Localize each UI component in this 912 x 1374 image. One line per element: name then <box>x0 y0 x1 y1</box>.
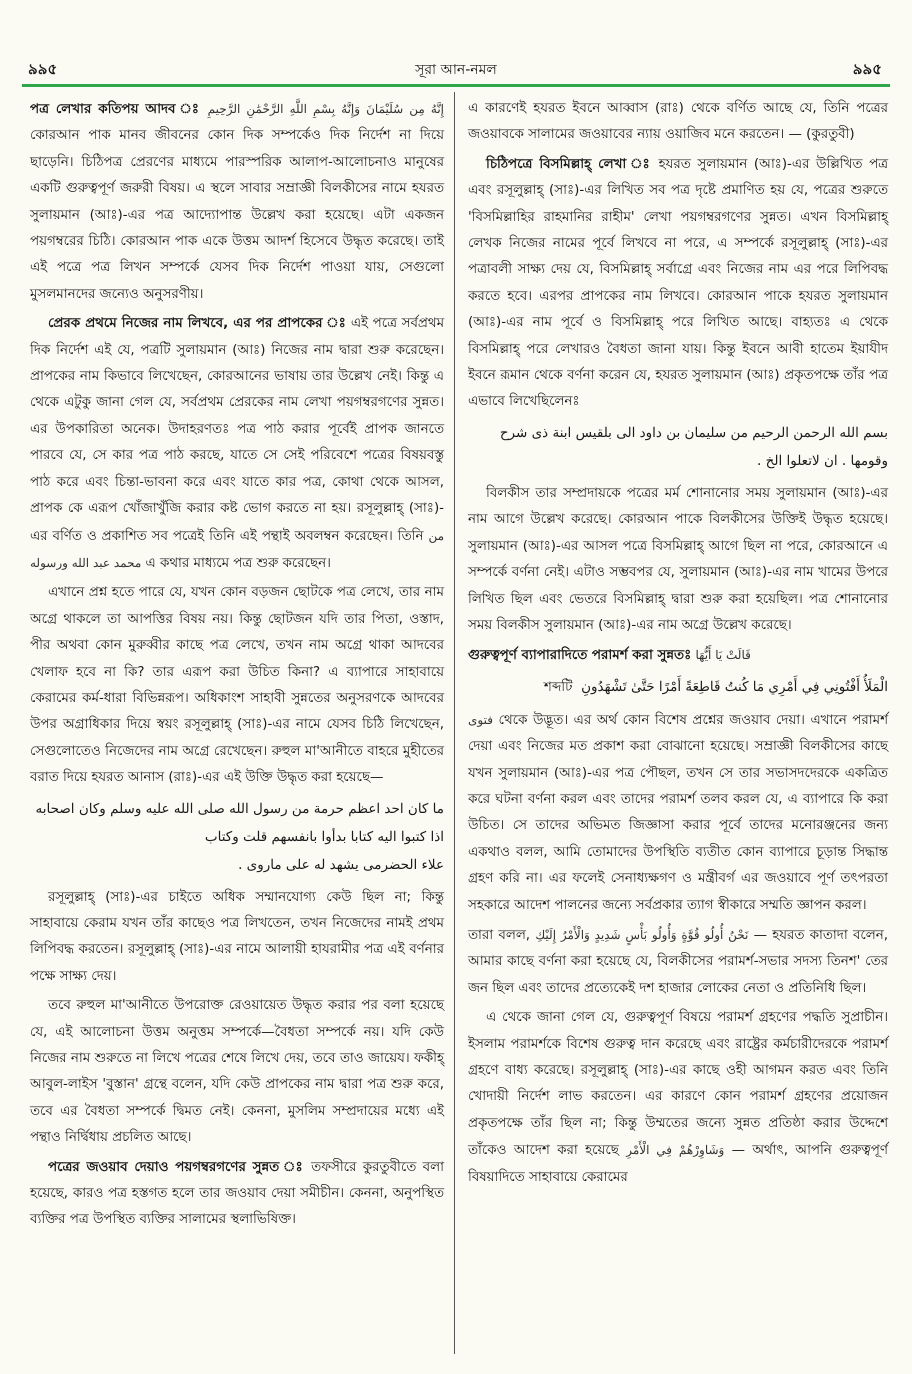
paragraph-shura <box>468 1005 888 1191</box>
word-label: শব্দটি <box>543 678 573 695</box>
paragraph-ruhul-maani: তবে রুহুল মা'আনীতে উপরোক্ত রেওয়ায়েত উদ্ধৃত করার পর বলা হয়েছে যে, এই আলোচনা উত্তম অনুত্তম সম্পর্কে—বৈধতা সম্পর্কে নয়। যদি কেউ নিজের নাম শুরুতে না লিখে পত্রের শেষে লিখে দেয়, তবে তাও জায়েয। ফকীহ্ আবুল-লাইস 'বুস্তান' গ্রন্থে বলেন, যদি কেউ প্রাপকের নাম দ্বারা পত্র শুরু করে, তবে এর বৈধতা সম্পর্কে দ্বিমত নেই। কেননা, মুসলিম সম্প্রদায়ের মধ্যে এই পন্থাও নির্দ্বিধায় প্রচলিত আছে। <box>30 998 444 1146</box>
surah-title: সূরা আন-নমল <box>415 62 497 78</box>
arabic-phrase-muhammad: من محمد عبد الله ورسوله <box>30 528 444 570</box>
arabic-letter-text: بسم الله الرحمن الرحيم من سليمان بن داود الى بلقيس ابنة ذى شرح وقومها . ان لاتعلوا الخ . <box>499 424 888 469</box>
heading-sender-name: প্রেরক প্রথমে নিজের নাম লিখবে, এর পর প্রাপকের ঃ <box>48 316 347 332</box>
paragraph-fatwa <box>468 707 888 919</box>
quran-quote-shawirhum: وَشَاوِرْهُمْ فِي الْأَمْرِ <box>626 1143 725 1158</box>
heading-consultation: গুরুত্বপূর্ণ ব্যাপারাদিতে পরামর্শ করা সুন্নতঃ <box>468 648 692 664</box>
arabic-quote-anas <box>30 795 444 879</box>
paragraph-they-said <box>468 922 888 1002</box>
paragraph-text: এ থেকে জানা গেল যে, গুরুত্বপূর্ণ বিষয়ে পরামর্শ গ্রহণের পদ্ধতি সুপ্রাচীন। ইসলাম পরামর্শকে বিশেষ গুরুত্ব দান করেছে এবং রাষ্ট্রের কর্মচারীদেরকে পরামর্শ গ্রহণে বাধ্য করেছে। রসূলুল্লাহ্ (সাঃ)-এর কাছে ওহী আগমন করত এবং তিনি খোদায়ী নির্দেশ লাভ করতেন। এর কারণে কোন পরামর্শ গ্রহণের প্রয়োজন প্রকৃতপক্ষে তাঁর ছিল না; কিন্তু উম্মতের জন্যে সুন্নত প্রতিষ্ঠা করার উদ্দেশে তাঁকেও আদেশ করা হয়েছে <box>468 1010 888 1159</box>
paragraph-question: এখানে প্রশ্ন হতে পারে যে, যখন কোন বড়জন ছোটকে পত্র লেখে, তার নাম অগ্রে থাকলে তা আপত্তির বিষয় নয়। কিন্তু ছোটজন যদি তার পিতা, ওস্তাদ, পীর অথবা কোন মুরুব্বীর কাছে পত্র লেখে, তখন নাম অগ্রে থাকা আদবের খেলাফ হবে না কি? তার এরূপ করা উচিত কিনা? এ ব্যাপারে সাহাবায়ে কেরামের কর্ম-ধারা বিভিন্নরূপ। অধিকাংশ সাহাবী সুন্নতের অনুসরণকে আদবের উপর অগ্রাধিকার দিয়ে স্বয়ং রসূলুল্লাহ্ (সাঃ)-এর নামে যেসব চিঠি লিখেছেন, সেগুলোতেও নিজেদের নাম অগ্রে রেখেছেন। রুহুল মা'আনীতে বাহরে মুহীতের বরাত দিয়ে হযরত আনাস (রাঃ)-এর এই উক্তি উদ্ধৃত করা হয়েছে— <box>30 585 444 786</box>
page-number-left: ৯৯৫ <box>28 60 58 78</box>
paragraph-text: হযরত সুলায়মান (আঃ)-এর উল্লিখিত পত্র এবং রসূলুল্লাহ্ (সাঃ)-এর লিখিত সব পত্র দৃষ্টে প্রমাণিত হয় যে, পত্রের শুরুতে 'বিসমিল্লাহির রাহমানির রাহীম' লেখা পয়গম্বরগণের সুন্নত। এখন বিসমিল্লাহ্ লেখক নিজের নামের পূর্বে লিখবে না পরে, এ সম্পর্কে রসূলুল্লাহ্ (সাঃ)-এর পত্রাবলী সাক্ষ্য দেয় যে, বিসমিল্লাহ্ সর্বাগ্রে এবং নিজের নাম এর পরে লিপিবদ্ধ করতে হবে। এরপর প্রাপকের নাম লিখবে। কোরআন পাকে হযরত সুলায়মান (আঃ)-এর নাম পূর্বে ও বিসমিল্লাহ্ পরে লিখিত আছে। বাহ্যতঃ এ থেকে বিসমিল্লাহ্ পরে লেখারও বৈধতা জানা যায়। কিন্তু ইবনে আবী হাতেম ইয়াযীদ ইবনে রূমান থেকে বর্ণনা করেন যে, হযরত সুলায়মান (আঃ) প্রকৃতপক্ষে তাঁর পত্র এভাবে লিখেছিলেনঃ <box>468 156 888 410</box>
right-column <box>468 96 888 1194</box>
paragraph-text: এ কথার মাধ্যমে পত্র শুরু করেছেন। <box>145 555 331 571</box>
quran-quote-bismillah: إِنَّهُ مِن سُلَيْمَانَ وَإِنَّهُ بِسْمِ اللَّهِ الرَّحْمَٰنِ الرَّحِيمِ <box>207 102 444 116</box>
left-column <box>30 96 444 1237</box>
paragraph-text: তারা বলল, <box>468 927 531 943</box>
arabic-line: ما كان احد اعظم حرمة من رسول الله صلى الله عليه وسلم وكان اصحابه اذا كتبوا اليه كتابا بدأوا بانفسهم قلت وكتاب <box>35 800 444 845</box>
heading-letter-etiquette: পত্র লেখার কতিপয় আদব ঃ <box>30 102 202 117</box>
page-header <box>22 54 890 82</box>
paragraph-text: কোরআন পাক মানব জীবনের কোন দিক সম্পর্কেও দিক নির্দেশ না দিয়ে ছাড়েনি। চিঠিপত্র প্রেরণের মাধ্যমে পারস্পরিক আলাপ-আলোচনাও মানুষের একটি গুরুত্বপূর্ণ জরুরী বিষয়। এ স্থলে সাবার সম্রাজ্ঞী বিলকীসের নামে হযরত সুলায়মান (আঃ)-এর পত্র আদ্যোপান্ত উল্লেখ করা হয়েছে। এটা একজন পয়গম্বরের চিঠি। কোরআন পাক একে উত্তম আদর্শ হিসেবে উদ্ধৃত করেছে। তাই এই পত্রে পত্র লিখন সম্পর্কে যেসব দিক নির্দেশ পাওয়া যায়, সেগুলো মুসলমানদের জন্যেও অনুসরণীয়। <box>30 128 444 302</box>
header-rule <box>22 84 890 87</box>
paragraph-text: থেকে উদ্ভূত। এর অর্থ কোন বিশেষ প্রশ্নের জওয়াব দেয়া। এখানে পরামর্শ দেয়া এবং নিজের মত প্রকাশ করা বোঝানো হয়েছে। সম্রাজ্ঞী বিলকীসের কাছে যখন সুলায়মান (আঃ)-এর পত্র পৌছল, তখন সে তার সভাসদদেরকে একত্রিত করে ঘটনা বর্ণনা করল এবং তাদের পরামর্শ তলব করল যে, এ ব্যাপারে কি করা উচিত। সে তাদের অভিমত জিজ্ঞাসা করার পূর্বে তাদের মনোরঞ্জনের জন্য একথাও বলল, আমি তোমাদের উপস্থিতি ব্যতীত কোন ব্যাপারে চূড়ান্ত সিদ্ধান্ত গ্রহণ করি না। এর ফলেই সেনাধ্যক্ষগণ ও মন্ত্রীবর্গ এর জওয়াবে পূর্ণ তৎপরতা সহকারে আদেশ পালনের জন্যে সর্বপ্রকার ত্যাগ স্বীকারে সম্মতি জ্ঞাপন করল। <box>468 712 889 913</box>
heading-bismillah-writing: চিঠিপত্রে বিসমিল্লাহ্ লেখা ঃ <box>486 156 652 172</box>
paragraph-text: এই পত্রে সর্বপ্রথম দিক নির্দেশ এই যে, পত্রটি সুলায়মান (আঃ) নিজের নাম দ্বারা শুরু করেছেন। প্রাপকের নাম কিভাবে লিখেছেন, কোরআনের ভাষায় তার উল্লেখ নেই। কিন্তু এ থেকে এটুকু জানা গেল যে, সর্বপ্রথম প্রেরকের নাম লেখা পয়গম্বরগণের সুন্নত। এর উপকারিতা অনেক। উদাহরণতঃ পত্র পাঠ করার পূর্বেই প্রাপক জানতে পারবে যে, সে কার পত্র পাঠ করছে, যাতে সে সেই পরিবেশে পত্রের বিষয়বস্তু পাঠ করে এবং চিন্তা-ভাবনা করে এবং যাতে কার পত্র, কোথা থেকে আসল, প্রাপক কে এরূপ খোঁজাখুঁজি করার কষ্ট ভোগ করতে না হয়। রসূলুল্লাহ্ (সাঃ)-এর বর্ণিত ও প্রকাশিত সব পত্রেই তিনি এই পন্থাই অবলম্বন করেছেন। তিনি <box>30 316 445 544</box>
quran-quote-nahnu: نَحْنُ أُولُو قُوَّةٍ وَأُولُو بَأْسٍ شَدِيدٍ وَالْأَمْرُ إِلَيْكِ <box>535 927 749 942</box>
paragraph-text: — অর্থাৎ, আপনি গুরুত্বপূর্ণ বিষয়াদিতে সাহাবায়ে কেরামের <box>468 1143 888 1185</box>
quran-quote-aftuni <box>468 673 888 701</box>
paragraph-text: — হযরত কাতাদা বলেন, আমার কাছে বর্ণনা করা হয়েছে যে, বিলকীসের পরামর্শ-সভার সদস্য তিনশ' তের জন ছিল এবং তাদের প্রত্যেকেই দশ হাজার লোকের নেতা ও প্রতিনিধি ছিল। <box>468 927 889 996</box>
arabic-word-fatwa: فتوى <box>468 712 493 727</box>
paragraph-text: তফসীরে কুরতুবীতে বলা হয়েছে, কারও পত্র হস্তগত হলে তার জওয়াব দেয়া সমীচীন। কেননা, অনুপস্থিত ব্যক্তির পত্র উপস্থিত ব্যক্তির সালামের স্থলাভিষিক্ত। <box>30 1159 444 1228</box>
page-number-right: ৯৯৫ <box>852 60 882 78</box>
column-divider <box>454 92 455 1354</box>
paragraph-sahaba: রসূলুল্লাহ্ (সাঃ)-এর চাইতে অধিক সম্মানযোগ্য কেউ ছিল না; কিন্তু সাহাবায়ে কেরাম যখন তাঁর কাছেও পত্র লিখতেন, তখন নিজেদের নামই প্রথম লিপিবদ্ধ করতেন। রসূলুল্লাহ্ (সাঃ)-এর নামে আলায়ী হাযরামীর পত্র এই বর্ণনার পক্ষে সাক্ষ্য দেয়। <box>30 889 444 984</box>
quran-quote-line: الْمَلَأُ أَفْتُونِي فِي أَمْرِي مَا كُنتُ قَاطِعَةً أَمْرًا حَتَّىٰ تَشْهَدُونِ <box>581 678 888 695</box>
section-consultation <box>468 642 888 669</box>
arabic-line: علاء الحضرمى يشهد له على ماروى . <box>238 856 444 873</box>
quran-quote-qalat: قَالَتْ يَا أَيُّهَا <box>695 648 751 663</box>
section-sender-name <box>30 311 444 577</box>
heading-reply-sunnah: পত্রের জওয়াব দেয়াও পয়গম্বরগণের সুন্নত ঃ <box>48 1159 305 1175</box>
section-letter-etiquette <box>30 96 444 308</box>
paragraph-bilqis: বিলকীস তার সম্প্রদায়কে পত্রের মর্ম শোনানোর সময় সুলায়মান (আঃ)-এর নাম আগে উল্লেখ করেছে। কোরআন পাকে বিলকীসের উক্তিই উদ্ধৃত হয়েছে। সুলায়মান (আঃ)-এর আসল পত্রে বিসমিল্লাহ্ আগে ছিল না পরে, কোরআনে এ সম্পর্কে বর্ণনা নেই। এটাও সম্ভবপর যে, সুলায়মান (আঃ)-এর নাম খামের উপরে লিখিত ছিল এবং ভেতরে বিসমিল্লাহ্ দ্বারা শুরু করা হয়েছিল। পত্র শোনানোর সময় বিলকীস সুলায়মান (আঃ)-এর নাম অগ্রে উল্লেখ করেছে। <box>468 485 888 633</box>
section-bismillah-writing <box>468 152 888 416</box>
paragraph-ibn-abbas: এ কারণেই হযরত ইবনে আব্বাস (রাঃ) থেকে বর্ণিত আছে যে, তিনি পত্রের জওয়াবকে সালামের জওয়াবের ন্যায় ওয়াজিব মনে করতেন। — (কুরতুবী) <box>468 101 888 143</box>
section-reply-sunnah <box>30 1155 444 1234</box>
